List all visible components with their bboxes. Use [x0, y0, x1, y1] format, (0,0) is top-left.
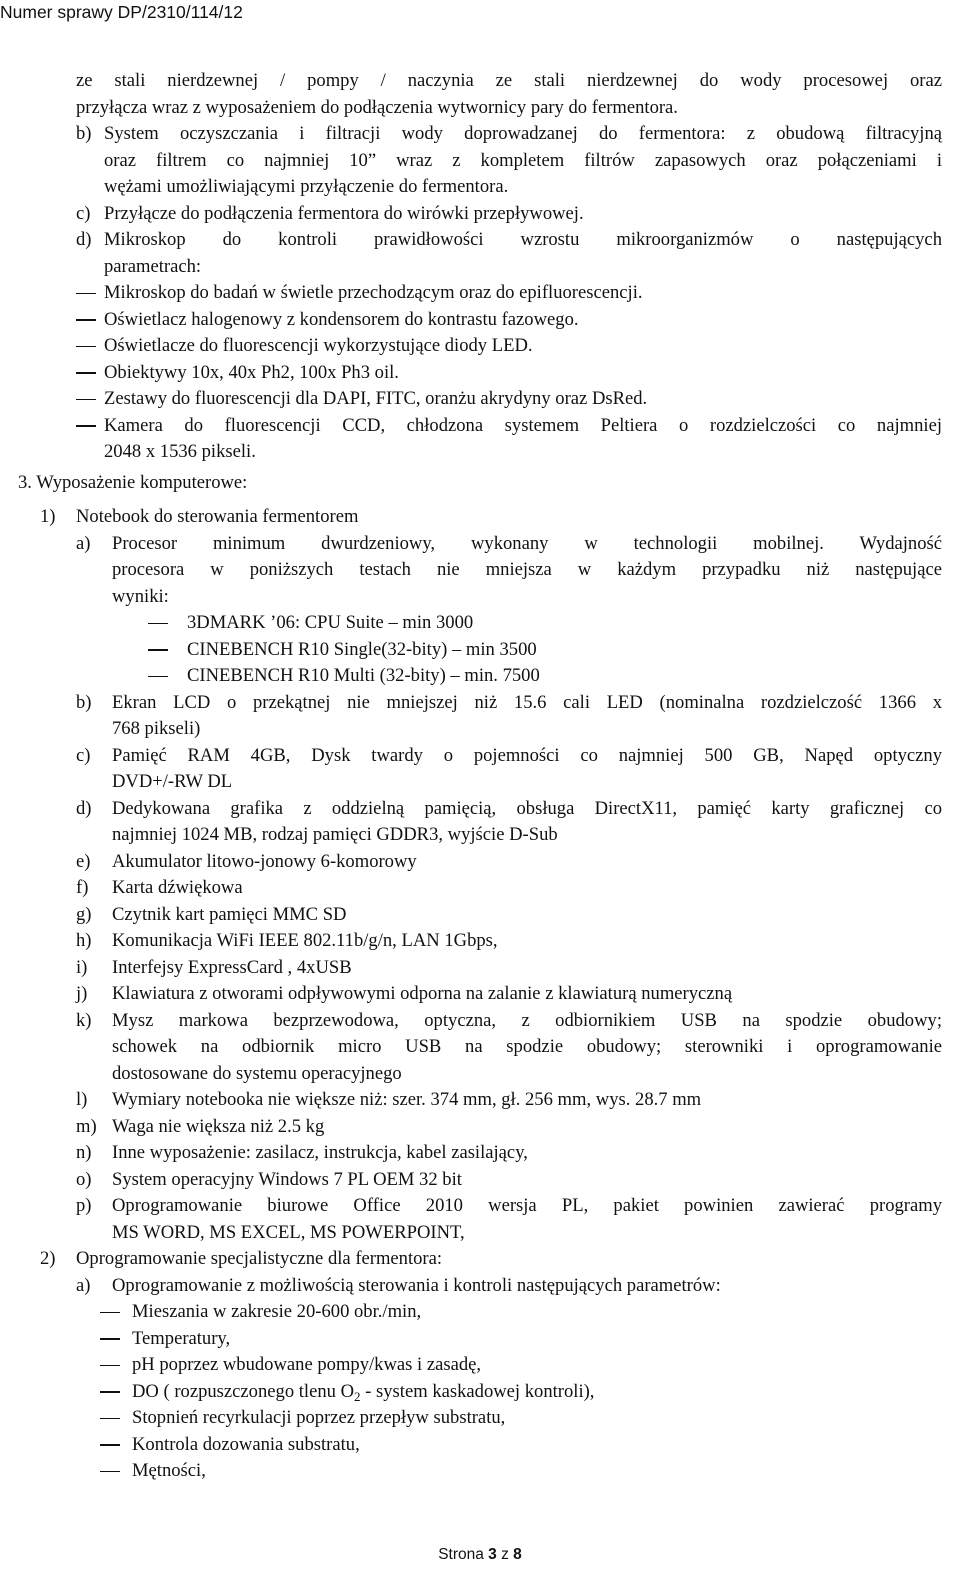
notebook-item-k-line-2: schowek na odbiornik micro USB na spodzie obudowy; sterowniki i oprogramowanie [112, 1036, 942, 1057]
item-marker: a) [76, 532, 91, 554]
dash-bullet-icon [76, 425, 96, 427]
dash-bullet-icon [100, 1471, 120, 1473]
list-item: Oświetlacz halogenowy z kondensorem do kontrastu fazowego. [0, 307, 960, 334]
dash-bullet-icon [100, 1365, 120, 1367]
notebook-item-j: j) Klawiatura z otworami odpływowymi odporna na zalanie z klawiaturą numeryczną [0, 981, 960, 1008]
notebook-item-m: m) Waga nie większa niż 2.5 kg [0, 1114, 960, 1141]
dash-bullet-icon [100, 1338, 120, 1340]
notebook-title: Notebook do sterowania fermentorem [76, 506, 359, 527]
list-item: Stopnień recyrkulacji poprzez przepływ substratu, [0, 1405, 960, 1432]
item-d-line-1: Mikroskop do kontroli prawidłowości wzrostu mikroorganizmów o następujących [104, 229, 942, 250]
dash-bullet-icon [148, 676, 168, 678]
item-b [0, 121, 960, 148]
intro-line-1: ze stali nierdzewnej / pompy / naczynia ze stali nierdzewnej do wody procesowej oraz [76, 70, 942, 91]
dash-bullet-icon [100, 1391, 120, 1393]
item-marker: h) [76, 930, 92, 951]
notebook-heading [0, 504, 960, 531]
section-heading: 3. Wyposażenie komputerowe: [18, 471, 248, 493]
item-marker: d) [76, 797, 92, 819]
notebook-item-d-line-2: najmniej 1024 MB, rodzaj pamięci GDDR3, wyjście D-Sub [112, 824, 558, 845]
item-marker: b) [76, 123, 92, 144]
item-marker: c) [76, 202, 91, 224]
list-item: Temperatury, [0, 1326, 960, 1353]
item-marker: f) [76, 877, 89, 898]
item-marker: m) [76, 1115, 97, 1137]
item-d [0, 227, 960, 254]
item-marker: e) [76, 850, 91, 872]
item-marker: a) [76, 1274, 91, 1296]
dash-bullet-icon [100, 1444, 120, 1446]
list-item: Mieszania w zakresie 20-600 obr./min, [0, 1299, 960, 1326]
item-marker: o) [76, 1168, 92, 1190]
dash-bullet-icon [100, 1312, 120, 1314]
list-item: 3DMARK ’06: CPU Suite – min 3000 [0, 610, 960, 637]
item-marker: n) [76, 1142, 92, 1163]
notebook-item-a: a) Procesor minimum dwurdzeniowy, wykonany w technologii mobilnej. Wydajność [0, 531, 960, 558]
notebook-item-h: h) Komunikacja WiFi IEEE 802.11b/g/n, LAN 1Gbps, [0, 928, 960, 955]
page-total: 8 [513, 1546, 522, 1563]
item-marker: g) [76, 903, 92, 925]
item-marker: i) [76, 956, 88, 978]
dash-bullet-icon [100, 1418, 120, 1420]
dash-bullet-icon [76, 319, 96, 321]
software-heading [0, 1246, 960, 1273]
dash-bullet-icon [76, 346, 96, 348]
item-marker: 1) [40, 506, 56, 527]
dash-bullet-icon [148, 623, 168, 625]
notebook-item-c-line-2: DVD+/-RW DL [112, 771, 233, 792]
item-marker: k) [76, 1009, 92, 1031]
software-item-a: a) Oprogramowanie z możliwością sterowania i kontroli następujących parametrów: [0, 1273, 960, 1300]
page-number: 3 [488, 1546, 497, 1563]
item-marker: j) [76, 983, 88, 1004]
item-d-line-2: parametrach: [104, 255, 202, 277]
page-footer: Strona 3 z 8 [438, 1546, 522, 1563]
list-item: Kontrola dozowania substratu, [0, 1432, 960, 1459]
list-item: Mikroskop do badań w świetle przechodzącym oraz do epifluorescencji. [0, 280, 960, 307]
list-item-camera: Kamera do fluorescencji CCD, chłodzona systemem Peltiera o rozdzielczości co najmniej [0, 413, 960, 440]
list-item: CINEBENCH R10 Multi (32-bity) – min. 7500 [0, 663, 960, 690]
case-number-header: Numer sprawy DP/2310/114/12 [0, 2, 243, 22]
notebook-item-d: d) Dedykowana grafika z oddzielną pamięcią, obsługa DirectX11, pamięć karty graficznej co [0, 796, 960, 823]
notebook-item-l: l) Wymiary notebooka nie większe niż: szer. 374 mm, gł. 256 mm, wys. 28.7 mm [0, 1087, 960, 1114]
intro-line-2: przyłącza wraz z wyposażeniem do podłączenia wytwornicy pary do fermentora. [76, 96, 678, 118]
item-marker: l) [76, 1089, 88, 1110]
notebook-item-f: f) Karta dźwiękowa [0, 875, 960, 902]
notebook-item-e: e) Akumulator litowo-jonowy 6-komorowy [0, 849, 960, 876]
dash-bullet-icon [148, 649, 168, 651]
notebook-item-g: g) Czytnik kart pamięci MMC SD [0, 902, 960, 929]
item-b-line-1: System oczyszczania i filtracji wody doprowadzanej do fermentora: z obudową filtracyjną [104, 123, 942, 144]
notebook-item-a-line-3: wyniki: [112, 585, 169, 607]
list-item: pH poprzez wbudowane pompy/kwas i zasadę, [0, 1352, 960, 1379]
list-item: Obiektywy 10x, 40x Ph2, 100x Ph3 oil. [0, 360, 960, 387]
item-marker: d) [76, 229, 92, 250]
software-title: Oprogramowanie specjalistyczne dla fermentora: [76, 1248, 443, 1269]
notebook-item-n: n) Inne wyposażenie: zasilacz, instrukcja, kabel zasilający, [0, 1140, 960, 1167]
dash-bullet-icon [76, 399, 96, 401]
notebook-item-k: k) Mysz markowa bezprzewodowa, optyczna, z odbiornikiem USB na spodzie obudowy; [0, 1008, 960, 1035]
notebook-item-o: o) System operacyjny Windows 7 PL OEM 32 bit [0, 1167, 960, 1194]
item-marker: 2) [40, 1248, 56, 1269]
dash-bullet-icon [76, 293, 96, 295]
item-marker: b) [76, 691, 92, 713]
notebook-item-b: b) Ekran LCD o przekątnej nie mniejszej niż 15.6 cali LED (nominalna rozdzielczość 1366 x [0, 690, 960, 717]
item-c-text: Przyłącze do podłączenia fermentora do wirówki przepływowej. [104, 202, 584, 224]
notebook-item-p: p) Oprogramowanie biurowe Office 2010 wersja PL, pakiet powinien zawierać programy [0, 1193, 960, 1220]
list-item-do: DO ( rozpuszczonego tlenu $O_2$ - system kaskadowej kontroli), [0, 1379, 960, 1406]
item-marker: p) [76, 1195, 92, 1216]
document-body [0, 68, 960, 1485]
notebook-item-p-line-2: MS WORD, MS EXCEL, MS POWERPOINT, [112, 1221, 465, 1243]
list-item-camera-line-2: 2048 x 1536 pikseli. [104, 441, 256, 462]
item-b-line-3: wężami umożliwiającymi przyłączenie do fermentora. [104, 176, 509, 197]
notebook-item-c: c) Pamięć RAM 4GB, Dysk twardy o pojemności co najmniej 500 GB, Napęd optyczny [0, 743, 960, 770]
list-item: Oświetlacze do fluorescencji wykorzystujące diody LED. [0, 333, 960, 360]
item-marker: c) [76, 744, 91, 766]
list-item: Zestawy do fluorescencji dla DAPI, FITC, oranżu akrydyny oraz DsRed. [0, 386, 960, 413]
notebook-item-a-line-2: procesora w poniższych testach nie mniejsza w każdym przypadku niż następujące [112, 559, 942, 580]
notebook-item-k-line-3: dostosowane do systemu operacyjnego [112, 1062, 402, 1084]
item-c [0, 201, 960, 228]
list-item: CINEBENCH R10 Single(32-bity) – min 3500 [0, 637, 960, 664]
item-b-line-2: oraz filtrem co najmniej 10” wraz z kompletem filtrów zapasowych oraz połączeniami i [104, 149, 942, 171]
notebook-item-i: i) Interfejsy ExpressCard , 4xUSB [0, 955, 960, 982]
list-item: Mętności, [0, 1458, 960, 1485]
notebook-item-b-line-2: 768 pikseli) [112, 718, 201, 739]
dash-bullet-icon [76, 372, 96, 374]
